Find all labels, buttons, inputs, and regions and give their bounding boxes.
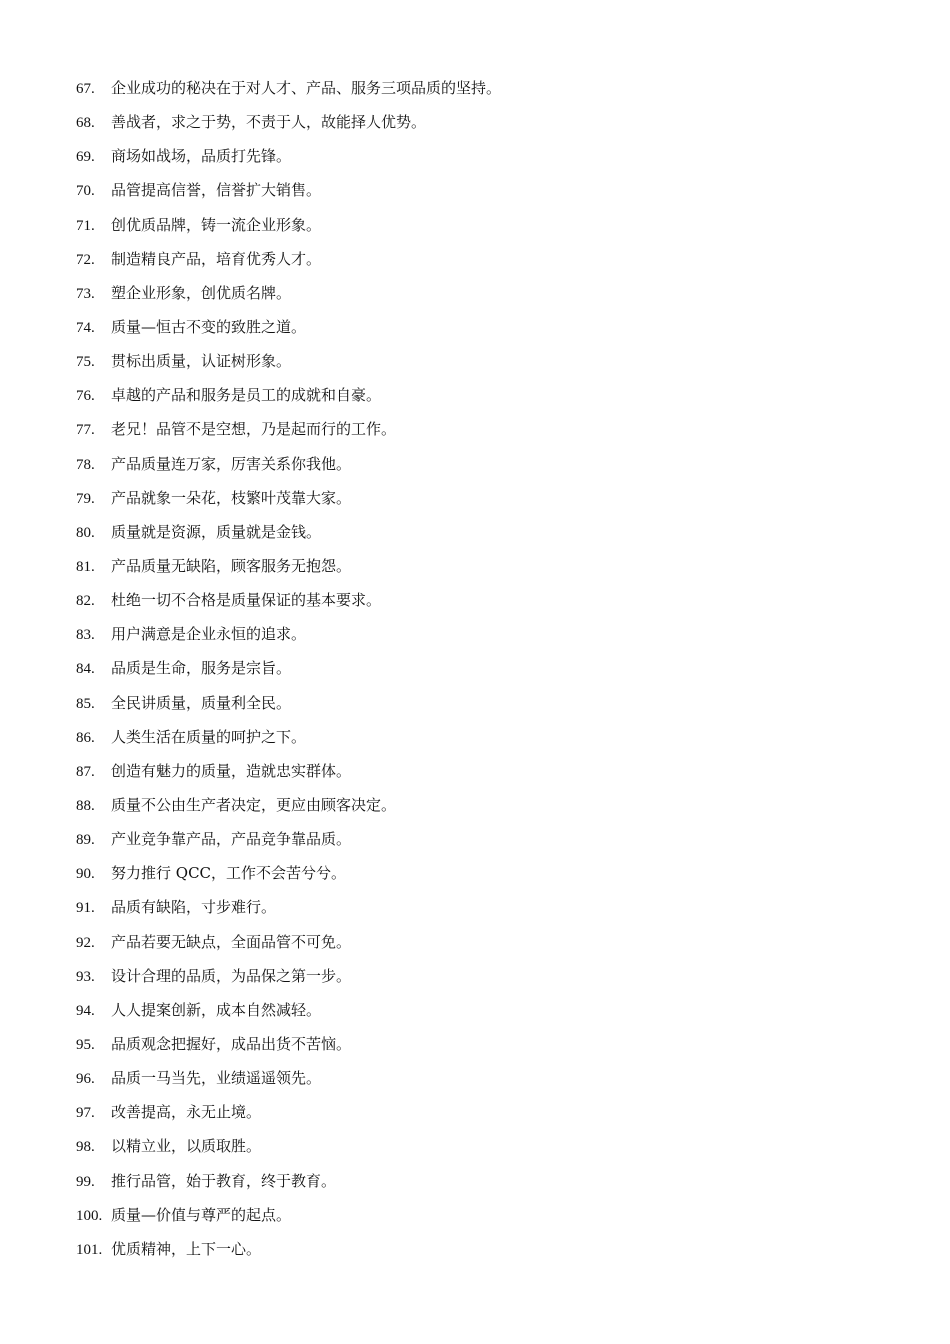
item-text: 产品质量连万家，厉害关系你我他。	[111, 454, 352, 473]
item-number: 70.	[76, 183, 95, 200]
list-item	[76, 727, 896, 761]
item-number: 95.	[76, 1036, 95, 1053]
list-item	[76, 146, 896, 180]
list-item	[76, 1239, 896, 1273]
list-item	[76, 78, 896, 112]
item-text: 善战者，求之于势，不责于人，故能择人优势。	[111, 113, 427, 132]
list-item	[76, 658, 896, 692]
item-text: 创造有魅力的质量，造就忠实群体。	[111, 761, 352, 780]
item-number: 72.	[76, 251, 95, 268]
list-item	[76, 966, 896, 1000]
item-number: 77.	[76, 422, 95, 439]
item-text: 质量不公由生产者决定，更应由顾客决定。	[111, 795, 397, 814]
item-number: 92.	[76, 934, 95, 951]
list-item	[76, 317, 896, 351]
item-text: 努力推行 QCC，工作不会苦兮兮。	[111, 864, 347, 883]
item-number: 99.	[76, 1173, 95, 1190]
item-number: 87.	[76, 763, 95, 780]
item-number: 89.	[76, 832, 95, 849]
item-text: 品质是生命，服务是宗旨。	[111, 659, 292, 678]
list-item	[76, 795, 896, 829]
item-number: 98.	[76, 1139, 95, 1156]
item-number: 100.	[76, 1207, 103, 1224]
item-text: 老兄！品管不是空想，乃是起而行的工作。	[111, 420, 397, 439]
item-number: 73.	[76, 285, 95, 302]
item-number: 76.	[76, 388, 95, 405]
item-text: 产品若要无缺点，全面品管不可免。	[111, 932, 352, 951]
item-number: 69.	[76, 149, 95, 166]
list-item	[76, 454, 896, 488]
slogan-list	[76, 78, 896, 1273]
list-item	[76, 1068, 896, 1102]
list-item	[76, 215, 896, 249]
list-item	[76, 180, 896, 214]
list-item	[76, 556, 896, 590]
item-number: 86.	[76, 729, 95, 746]
item-number: 68.	[76, 115, 95, 132]
item-number: 80.	[76, 524, 95, 541]
item-number: 96.	[76, 1071, 95, 1088]
item-text: 品管提高信誉，信誉扩大销售。	[111, 181, 322, 200]
item-number: 93.	[76, 968, 95, 985]
item-text: 产业竞争靠产品，产品竞争靠品质。	[111, 830, 352, 849]
item-text: 产品质量无缺陷，顾客服务无抱怨。	[111, 556, 352, 575]
item-text: 商场如战场，品质打先锋。	[111, 147, 292, 166]
item-text: 企业成功的秘决在于对人才、产品、服务三项品质的坚持。	[111, 79, 502, 97]
item-number: 82.	[76, 593, 95, 610]
list-item	[76, 385, 896, 419]
item-text: 设计合理的品质，为品保之第一步。	[111, 966, 352, 985]
list-item	[76, 863, 896, 897]
item-text: 品质一马当先，业绩遥遥领先。	[111, 1069, 322, 1088]
item-text: 用户满意是企业永恒的追求。	[111, 625, 307, 644]
item-number: 67.	[76, 81, 95, 97]
item-text: 质量就是资源，质量就是金钱。	[111, 522, 322, 541]
list-item	[76, 761, 896, 795]
item-number: 83.	[76, 627, 95, 644]
item-number: 75.	[76, 354, 95, 371]
item-text: 质量—价值与尊严的起点。	[111, 1205, 292, 1224]
item-text: 创优质品牌，铸一流企业形象。	[111, 215, 322, 234]
item-number: 81.	[76, 558, 95, 575]
list-item	[76, 419, 896, 453]
item-text: 质量—恒古不变的致胜之道。	[111, 317, 307, 336]
item-number: 79.	[76, 490, 95, 507]
item-number: 85.	[76, 695, 95, 712]
item-text: 推行品管，始于教育，终于教育。	[111, 1171, 337, 1190]
item-number: 88.	[76, 797, 95, 814]
item-number: 97.	[76, 1105, 95, 1122]
item-text: 品质观念把握好，成品出货不苦恼。	[111, 1034, 352, 1053]
item-number: 90.	[76, 866, 95, 883]
list-item	[76, 897, 896, 931]
item-number: 94.	[76, 1002, 95, 1019]
list-item	[76, 1205, 896, 1239]
item-number: 84.	[76, 661, 95, 678]
item-text: 以精立业，以质取胜。	[111, 1137, 262, 1156]
item-number: 71.	[76, 217, 95, 234]
list-item	[76, 283, 896, 317]
list-item	[76, 1034, 896, 1068]
item-text: 贯标出质量，认证树形象。	[111, 352, 292, 371]
list-item	[76, 1000, 896, 1034]
item-text: 全民讲质量，质量利全民。	[111, 693, 292, 712]
list-item	[76, 1102, 896, 1136]
list-item	[76, 693, 896, 727]
item-text: 塑企业形象，创优质名牌。	[111, 283, 292, 302]
list-item	[76, 522, 896, 556]
item-text: 杜绝一切不合格是质量保证的基本要求。	[111, 591, 382, 610]
item-text: 优质精神，上下一心。	[111, 1239, 262, 1258]
list-item	[76, 932, 896, 966]
list-item	[76, 249, 896, 283]
item-number: 91.	[76, 900, 95, 917]
item-text: 品质有缺陷，寸步难行。	[111, 898, 277, 917]
list-item	[76, 351, 896, 385]
list-item	[76, 590, 896, 624]
item-text: 制造精良产品，培育优秀人才。	[111, 249, 322, 268]
item-text: 改善提高，永无止境。	[111, 1103, 262, 1122]
list-item	[76, 1136, 896, 1170]
item-text: 卓越的产品和服务是员工的成就和自豪。	[111, 386, 382, 405]
list-item	[76, 624, 896, 658]
item-number: 74.	[76, 319, 95, 336]
item-text: 人人提案创新，成本自然减轻。	[111, 1000, 322, 1019]
item-number: 101.	[76, 1241, 103, 1258]
item-text: 人类生活在质量的呵护之下。	[111, 727, 307, 746]
item-number: 78.	[76, 456, 95, 473]
list-item	[76, 1171, 896, 1205]
list-item	[76, 488, 896, 522]
item-text: 产品就象一朵花，枝繁叶茂靠大家。	[111, 488, 352, 507]
list-item	[76, 112, 896, 146]
list-item	[76, 829, 896, 863]
